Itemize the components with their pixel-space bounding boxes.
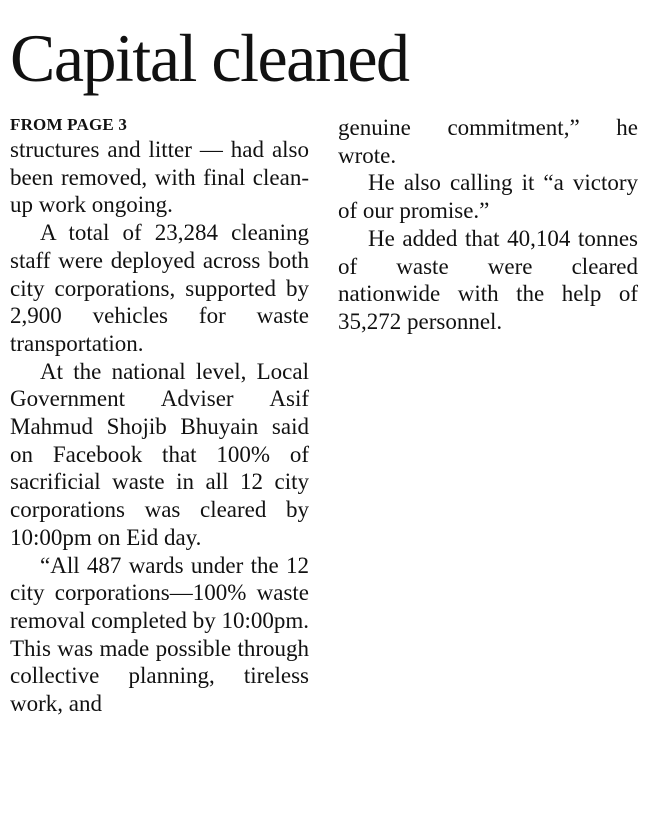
paragraph-5: He also calling it “a victory of our promise.”: [338, 170, 638, 224]
article-column-right: [338, 114, 638, 336]
paragraph-1: structures and litter — had also been removed, with final clean-up work ongoing.: [10, 137, 309, 218]
paragraph-4-part-2: genuine commitment,” he wrote.: [338, 115, 638, 168]
paragraph-3: At the national level, Local Government Adviser Asif Mahmud Shojib Bhuyain said on Facebook that 100% of sacrificial waste in all 12 city corporations was cleared by 10:00pm on Eid day.: [10, 358, 309, 550]
paragraph-2: A total of 23,284 cleaning staff were deployed across both city corporations, supported by 2,900 vehicles for waste transportation.: [10, 220, 309, 356]
kicker-from-page: FROM PAGE 3: [10, 115, 128, 134]
paragraph-6: He added that 40,104 tonnes of waste were cleared nationwide with the help of 35,272 personnel.: [338, 225, 638, 334]
article-column-left: [10, 114, 309, 718]
paragraph-4-part-1: “All 487 wards under the 12 city corporations—100% waste removal completed by 10:00pm. This was made possible through collective planning, tireless work, and: [10, 552, 309, 717]
headline: Capital cleaned: [10, 20, 409, 96]
